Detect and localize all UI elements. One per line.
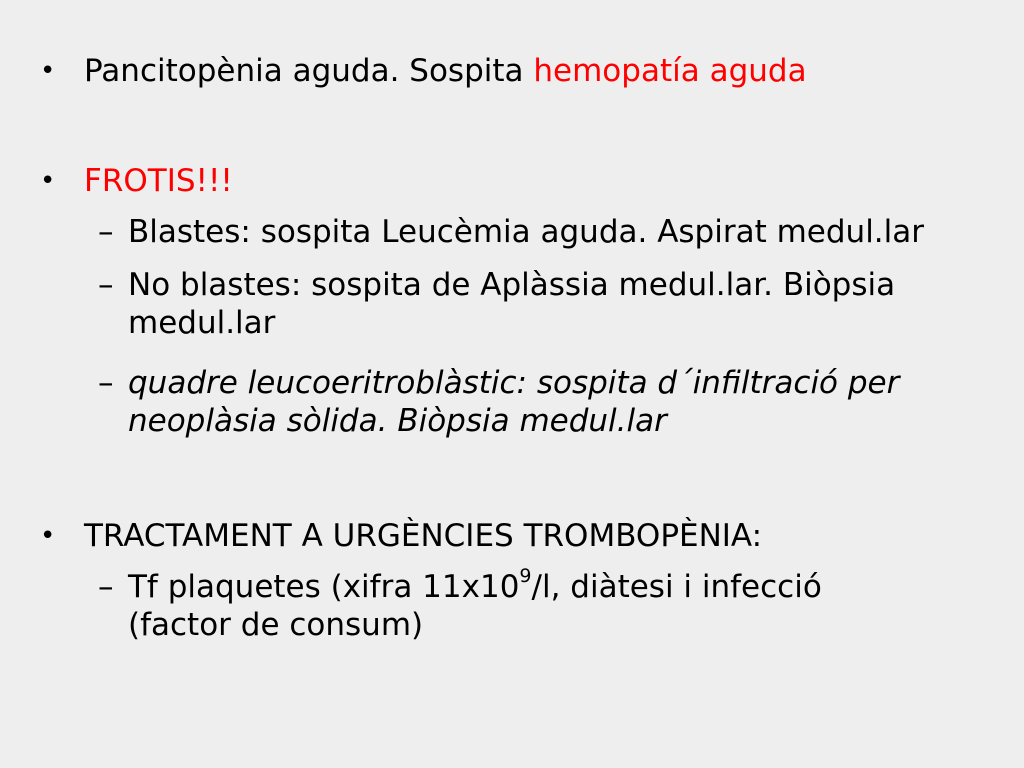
bullet-text-prefix: Pancitopènia aguda. Sospita <box>84 53 534 89</box>
highlight-text: hemopatía aguda <box>533 53 807 89</box>
dash-icon: – <box>98 365 114 401</box>
sub-item-line1: No blastes: sospita de Aplàssia medul.lar. Biòpsia <box>128 267 896 303</box>
bullet-text: FROTIS!!! <box>84 163 233 199</box>
sub-item-text <box>128 364 1006 440</box>
dash-icon: – <box>98 569 114 605</box>
bullet-text: TRACTAMENT A URGÈNCIES TROMBOPÈNIA: <box>84 518 763 554</box>
sub-item-line2: medul.lar <box>128 305 276 341</box>
superscript-exponent: 9 <box>519 564 532 587</box>
sub-item-line1: quadre leucoeritroblàstic: sospita d´infiltració per <box>128 365 900 401</box>
sub-item-text <box>128 266 1006 342</box>
dash-icon: – <box>98 267 114 303</box>
dash-icon: – <box>98 214 114 250</box>
bullet-text <box>84 52 1000 90</box>
bullet-icon: • <box>40 166 56 196</box>
bullet-icon: • <box>40 56 56 86</box>
sub-item-text <box>128 564 1006 644</box>
sub-item-line1-b: /l, diàtesi i infecció <box>531 569 822 605</box>
sub-item-line2: neoplàsia sòlida. Biòpsia medul.lar <box>128 403 667 439</box>
sub-item-text: Blastes: sospita Leucèmia aguda. Aspirat medul.lar <box>128 214 925 250</box>
sub-item-line1-a: Tf plaquetes (xifra 11x10 <box>128 569 520 605</box>
sub-item-line2: (factor de consum) <box>128 607 424 643</box>
bullet-icon: • <box>40 521 56 551</box>
